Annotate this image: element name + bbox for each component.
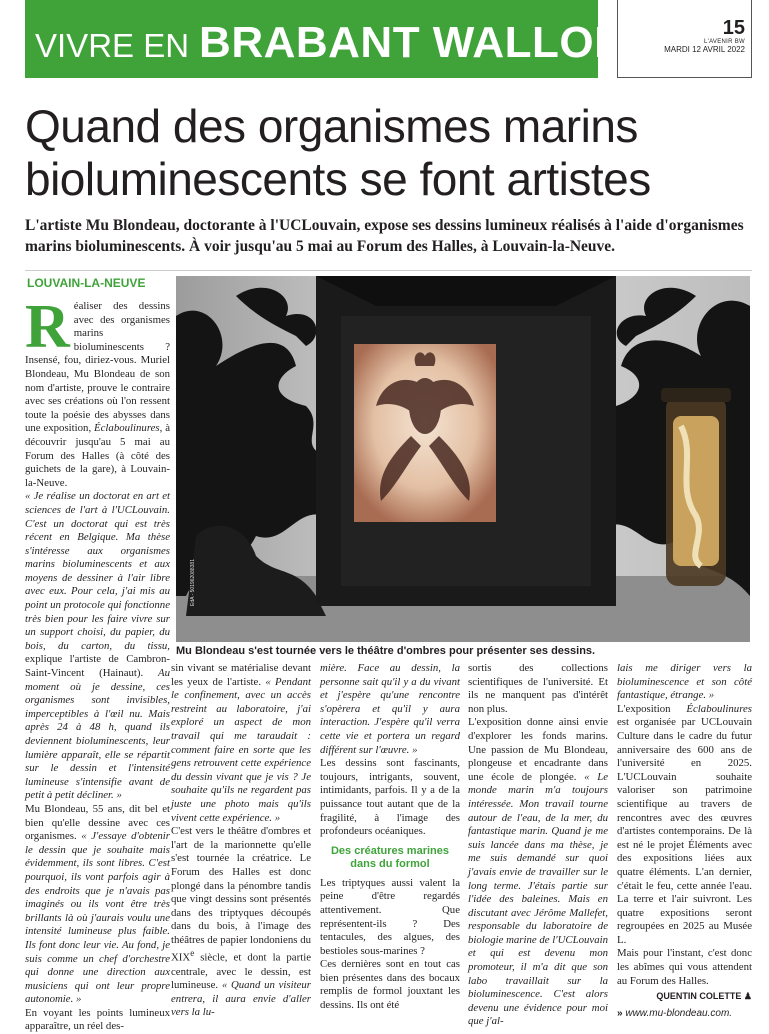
subheading: Des créatures marines dans du formol	[330, 844, 449, 870]
quote-paragraph: mière. Face au dessin, la personne sait qu'il y a du vivant et j'espère qu'une rencontre s'opèrera et qu'il y aura interaction. J'espère qu'il verra cette vie et portera un regard différent sur l'œuvre. »	[320, 662, 460, 756]
body-paragraph: Mu Blondeau, 55 ans, dit bel et bien qu'elle dessine avec ces organismes. « J'essaye d'obtenir le dessin que je souhaite mais évidemment, ils sont libres. C'est pourquoi, ils vont parfois agir à des endroits que je n'avais pas imaginés ou ils vont être très brillants là où j'aurais voulu une intensité lumineuse plus faible. Ils font donc leur vie. Au fond, je suis comme un chef d'orchestre qui donne une direction aux musiciens qui ont leur propre autonomie. »	[25, 802, 170, 1006]
body-paragraph: Les dessins sont fascinants, toujours, intrigants, souvent, intimidants, parfois. Il y a de la puissance tout autant que de la fragilité, à l'image des profondeurs océaniques.	[320, 757, 460, 838]
headline	[25, 100, 755, 206]
column-1	[25, 293, 170, 1034]
body-paragraph: L'exposition Éclaboulinures est organisée par UCLouvain Culture dans le cadre du futur anniversaire des 600 ans de l'université en 2025. L'UCLouvain souhaite valoriser son patrimoine scientifique au travers de rencontres avec des œuvres d'artistes contemporains. De là est né le projet Éléments avec des expositions liées aux quatre éléments. L'an dernier, c'était le feu, cette année l'eau. La terre et l'air suivront. Les quatre expositions seront regroupées en 2025 au Musée L.	[617, 702, 752, 946]
folio-box	[617, 0, 752, 78]
column-5	[617, 662, 752, 1020]
photo-credit: EdA - 501962088381	[190, 559, 196, 606]
headline-line-2: bioluminescents se font artistes	[25, 153, 651, 205]
column-4	[468, 662, 608, 1029]
article-photo	[176, 276, 750, 642]
body-paragraph: L'exposition donne ainsi envie d'explorer les fonds marins. Une passion de Mu Blondeau, plongeuse et encadrante dans une école de plongée. « Le monde marin m'a toujours intéressée. Mon travail tourne autour de l'eau, de la mer, du fantastique marin. Quand je me suis lancée dans ma thèse, je me suis demandé sur quoi j'avais envie de travailler sur le long terme. J'étais partie sur l'idée des baleines. Mais en discutant avec Jérôme Mallefet, responsable du laboratoire de biologie marine de l'UCLouvain et qui est devenu mon promoteur, il m'a dit que son labo travaillait sur la bioluminescence. C'est alors devenu une évidence pour moi que j'al-	[468, 716, 608, 1028]
arrow-icon: »	[617, 1007, 623, 1019]
issue-date: MARDI 12 AVRIL 2022	[664, 45, 745, 54]
photo-caption: Mu Blondeau s'est tournée vers le théâtre d'ombres pour présenter ses dessins.	[176, 645, 596, 657]
website-link[interactable]: www.mu-blondeau.com.	[625, 1007, 733, 1019]
exhibition-title: Éclaboulinures	[686, 702, 752, 715]
dropcap: R	[25, 293, 70, 361]
body-paragraph: Mais pour l'instant, c'est donc les abîmes qui vous attendent au Forum des Halles.	[617, 947, 752, 987]
lead-paragraph: L'artiste Mu Blondeau, doctorante à l'UCLouvain, expose ses dessins lumineux réalisés à l'aide d'organismes marins bioluminescents. À voir jusqu'au 5 mai au Forum des Halles, à Louvain-la-Neuve.	[25, 217, 744, 255]
website-line	[617, 1007, 752, 1021]
exhibition-title: Éclaboulinures	[94, 422, 160, 435]
quote-paragraph: « Je réalise un doctorat en art et sciences de l'art à l'UCLouvain. C'est un doctorat qui est très récent en Belgique. Ma thèse s'intéresse aux organismes marins bioluminescents et aux moyens de dessiner à l'air libre avec eux. Pour cela, j'ai mis au point un protocole qui fonctionne très bien pour les faire vivre sur un support choisi, du papier, du bois, du carton, du tissu, explique l'artiste de Cambron-Saint-Vincent (Hainaut). Au moment où je dessine, ces organismes sont invisibles, imperceptibles à l'œil nu. Mais après 24 à 48 h, quand ils deviennent bioluminescents, leur lumière apparaît, elle se répartit sur le dessin et l'intensité lumineuse s'intensifie avant de petit à petit décliner. »	[25, 490, 170, 802]
section-banner	[25, 0, 627, 78]
quote-paragraph: lais me diriger vers la bioluminescence et son côté fantastique, étrange. »	[617, 662, 752, 702]
section-prefix: VIVRE EN	[35, 27, 190, 64]
body-paragraph: Les triptyques aussi valent la peine d'être regardés attentivement. Que représentent-ils ? Des tentacules, des algues, des bestioles sous-marines ?	[320, 876, 460, 957]
body-paragraph: En voyant les points lumineux apparaître, un réel des-	[25, 1006, 170, 1033]
column-3	[320, 662, 460, 1013]
divider	[25, 270, 752, 271]
byline: QUENTIN COLETTE ♟	[656, 991, 752, 1002]
intro-paragraph: Réaliser des dessins avec des organismes marins bioluminescents ? Insensé, fou, diriez-vous. Muriel Blondeau, Mu Blondeau de son nom d'artiste, prouve le contraire avec ses créations où l'on ressent toute la poésie des abysses dans une exposition, Éclaboulinures, à découvrir jusqu'au 5 mai au Forum des Halles (à côté des guichets de la gare), à Louvain-la-Neuve.	[25, 293, 170, 489]
body-paragraph: sortis des collections scientifiques de l'université. Et ils ne manquent pas d'intérêt non plus.	[468, 662, 608, 715]
body-paragraph: C'est vers le théâtre d'ombres et l'art de la marionnette qu'elle s'est tournée la créatrice. Le Forum des Halles est donc plongé dans la pénombre tandis que vingt dessins sont présentés dans des triptyques découpés dans du bois, à l'image des théâtres de papier londoniens du XIXe siècle, et dont la partie centrale, avec le dessin, est lumineuse. « Quand un visiteur entrera, il aura envie d'aller vers la lu-	[171, 825, 311, 1019]
section-title: BRABANT WALLON	[199, 18, 627, 67]
headline-line-1: Quand des organismes marins	[25, 100, 638, 152]
person-icon: ♟	[743, 991, 752, 1002]
paper-name: L'AVENIR BW	[703, 39, 745, 45]
column-2	[171, 662, 311, 1020]
body-paragraph: Ces dernières sont en tout cas bien présentes dans des bocaux remplis de formol jouxtant les dessins. Ils ont été	[320, 958, 460, 1012]
body-paragraph: sin vivant se matérialise devant les yeux de l'artiste. « Pendant le confinement, avec un accès restreint au laboratoire, j'ai exploré un aspect de mon travail qui me taraudait : comment faire en sorte que les gens retrouvent cette expérience du dessin vivant que je vis ? Je souhaite qu'ils ne regardent pas juste une photo mais qu'ils vivent cette expérience. »	[171, 662, 312, 824]
kicker: LOUVAIN-LA-NEUVE	[27, 276, 146, 290]
page-number: 15	[722, 17, 745, 39]
